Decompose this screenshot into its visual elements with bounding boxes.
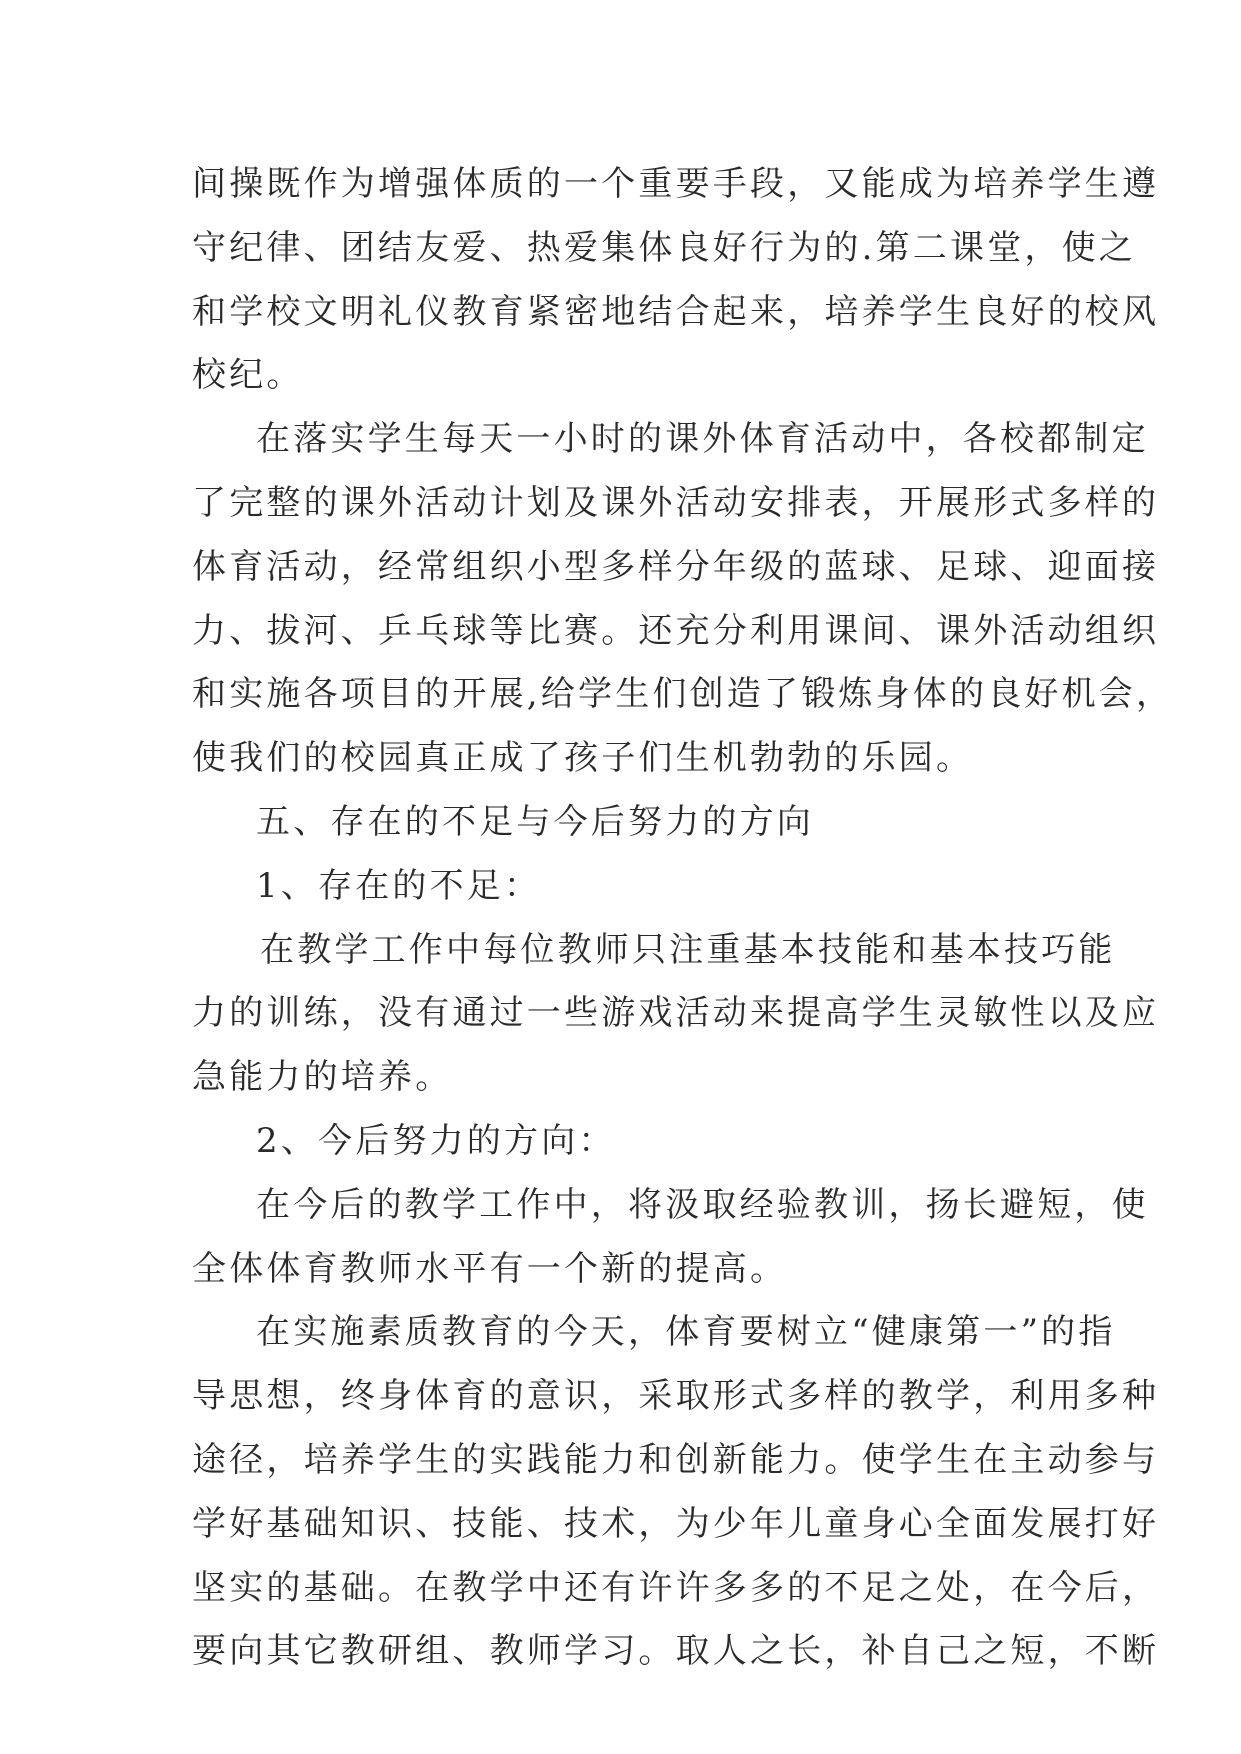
text-line: 在落实学生每天一小时的课外体育活动中，各校都制定 bbox=[256, 419, 1149, 460]
text-line: 守纪律、团结友爱、热爱集体良好行为的.第二课堂，使之 bbox=[192, 227, 1137, 268]
text-line: 和实施各项目的开展,给学生们创造了锻炼身体的良好机会， bbox=[192, 674, 1174, 715]
text-line: 途径，培养学生的实践能力和创新能力。使学生在主动参与 bbox=[192, 1439, 1160, 1480]
text-line: 在实施素质教育的今天，体育要树立“健康第一”的指 bbox=[256, 1312, 1116, 1353]
text-line: 全体体育教师水平有一个新的提高。 bbox=[192, 1248, 788, 1289]
text-line: 要向其它教研组、教师学习。取人之长，补自己之短，不断 bbox=[192, 1631, 1160, 1672]
section-heading: 五、存在的不足与今后努力的方向 bbox=[256, 801, 814, 842]
text-line: 急能力的培养。 bbox=[192, 1057, 453, 1098]
text-line: 力的训练，没有通过一些游戏活动来提高学生灵敏性以及应 bbox=[192, 993, 1160, 1034]
text-line: 坚实的基础。在教学中还有许许多多的不足之处，在今后， bbox=[192, 1567, 1160, 1608]
document-body bbox=[192, 153, 1174, 1684]
text-line: 和学校文明礼仪教育紧密地结合起来，培养学生良好的校风 bbox=[192, 291, 1160, 332]
text-line: 间操既作为增强体质的一个重要手段，又能成为培养学生遵 bbox=[192, 164, 1160, 204]
text-line: 在教学工作中每位教师只注重基本技能和基本技巧能 bbox=[260, 929, 1116, 970]
text-line: 使我们的校园真正成了孩子们生机勃勃的乐园。 bbox=[192, 738, 974, 779]
subsection-heading: 1、存在的不足： bbox=[256, 865, 542, 906]
text-line: 校纪。 bbox=[192, 355, 304, 396]
text-line: 体育活动，经常组织小型多样分年级的蓝球、足球、迎面接 bbox=[192, 546, 1160, 587]
text-line: 学好基础知识、技能、技术，为少年儿童身心全面发展打好 bbox=[192, 1503, 1160, 1544]
text-line: 力、拔河、乒乓球等比赛。还充分利用课间、课外活动组织 bbox=[192, 610, 1160, 651]
text-line: 了完整的课外活动计划及课外活动安排表，开展形式多样的 bbox=[192, 482, 1160, 523]
text-line: 在今后的教学工作中，将汲取经验教训，扬长避短，使 bbox=[256, 1184, 1149, 1225]
subsection-heading: 2、今后努力的方向： bbox=[256, 1120, 616, 1161]
text-line: 导思想，终身体育的意识，采取形式多样的教学，利用多种 bbox=[192, 1376, 1160, 1417]
